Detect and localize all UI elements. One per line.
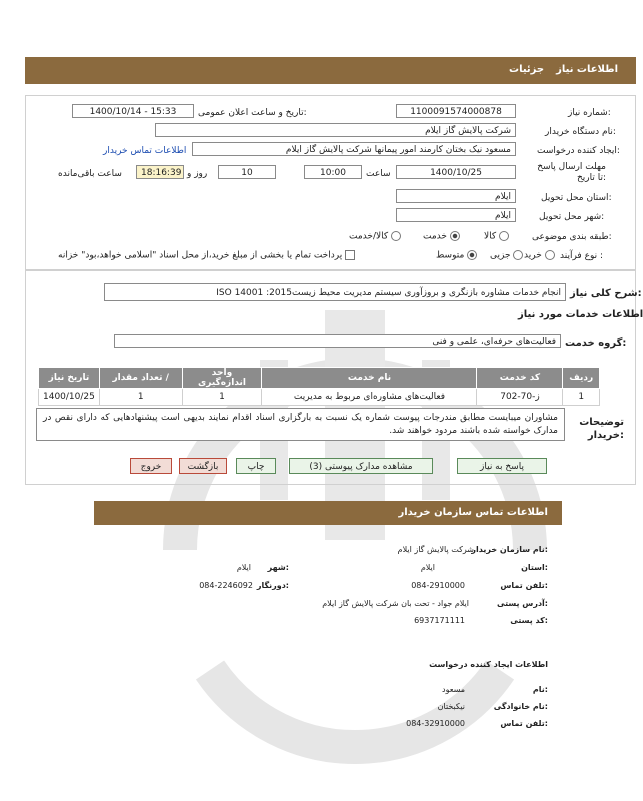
cell-row: 1 [563,389,600,406]
process-radio-medium[interactable] [467,250,477,260]
contact-address-label: آدرس پستی: [497,599,548,608]
process-label: نوع فرآیند : [560,251,604,261]
process-radio-minor[interactable] [513,250,523,260]
contact-phone-value: 084-2910000 [411,581,465,590]
province-label: استان محل تحویل: [541,193,612,203]
contact-city-label: شهر: [267,563,289,572]
creator-family-label: نام خانوادگی: [493,702,548,711]
category-radio-goods[interactable] [499,231,509,241]
creator-name-value: مسعود [442,685,465,694]
buyer-field[interactable]: شرکت پالایش گاز ایلام [155,123,516,137]
need-number-label: شماره نیاز: [568,108,611,118]
time-label: ساعت [366,169,391,179]
process-opt1-label: خرید [524,250,542,261]
creator-phone-label: تلفن تماس: [500,719,548,728]
buyer-contact-link[interactable]: اطلاعات تماس خریدار [103,146,187,156]
contact-org-label: نام سازمان خریدار: [471,545,548,554]
creator-label: ایجاد کننده درخواست: [537,146,620,156]
day-count-field[interactable]: 10 [218,165,276,179]
day-label: روز و [187,169,208,179]
creator-family-value: نیکبختان [437,702,465,711]
process-radio-buy[interactable] [545,250,555,260]
process-opt3 [436,250,477,261]
summary-field[interactable]: انجام خدمات مشاوره بازنگری و بروزآوری سیستم مدیریت محیط زیست2015: 14001 ISO [104,283,566,301]
payment-checkbox[interactable] [345,250,355,260]
creator-section-title: اطلاعات ایجاد کننده درخواست [429,660,548,669]
cell-name: فعالیت‌های مشاوره‌ای مربوط به مدیریت [262,389,477,406]
announce-field[interactable]: 1400/10/14 - 15:33 [72,104,194,118]
col-code: کد خدمت [477,368,563,389]
contact-org-value: شرکت پالایش گاز ایلام [397,545,474,554]
category-label: طبقه بندی موضوعی: [532,232,612,242]
announce-label: تاریخ و ساعت اعلان عمومی: [198,108,307,118]
col-unit: واحد اندازه‌گیری [182,368,262,389]
buyer-notes-field[interactable]: مشاوران میبایست مطابق مندرجات پیوست شماره یک نسبت به بارگزاری اسناد اقدام نمایند بدیهی است پیشنهادهایی که دارای نقص در مدارک خواسته شده باشند مردود خواهند شد. [36,408,565,441]
table-row[interactable] [39,389,600,406]
reply-button[interactable]: پاسخ به نیاز [457,458,547,474]
category-opt2-label: خدمت [423,231,447,242]
remaining-label: ساعت باقی‌مانده [58,169,122,179]
buyer-label: نام دستگاه خریدار: [545,127,616,137]
cell-date: 1400/10/25 [39,389,100,406]
service-group-field[interactable]: فعالیت‌های حرفه‌ای، علمی و فنی [114,334,561,348]
city-label: شهر محل تحویل: [539,212,605,222]
cell-qty: 1 [99,389,182,406]
contact-postal-value: 6937171111 [414,616,465,625]
category-opt2 [423,231,460,242]
process-opt3-label: متوسط [436,250,465,261]
process-opt2 [490,250,523,261]
contact-province-label: استان: [521,563,548,572]
col-name: نام خدمت [262,368,477,389]
cell-unit: 1 [182,389,262,406]
process-opt2-label: جزیی [490,250,511,261]
category-opt3-label: کالا/خدمت [349,231,389,242]
contact-city-value: ایلام [236,563,251,572]
category-radio-both[interactable] [391,231,401,241]
payment-note: پرداخت تمام یا بخشی از مبلغ خرید،از محل اسناد "اسلامی خواهد،بود" خزانه [58,250,343,261]
contact-address-value: ایلام جواد - تحت بان شرکت پالایش گاز ایلام [322,599,469,608]
deadline-date-field[interactable]: 1400/10/25 [396,165,516,179]
cell-code: ز-70-702 [477,389,563,406]
contact-fax-label: دورنگار: [256,581,289,590]
process-opt1 [524,250,555,261]
exit-button[interactable]: خروج [130,458,172,474]
contact-fax-value: 084-2246092 [199,581,253,590]
contact-province-value: ایلام [420,563,435,572]
contact-title: اطلاعات تماس سازمان خریدار [398,507,548,518]
services-title: اطلاعات خدمات مورد نیاز [518,309,643,320]
attachments-button[interactable]: مشاهده مدارک پیوستی (3) [289,458,433,474]
col-row: ردیف [563,368,600,389]
service-group-label: گروه خدمت: [565,338,627,349]
services-table [38,367,600,406]
category-radio-service[interactable] [450,231,460,241]
contact-postal-label: کد پستی: [510,616,548,625]
buyer-notes-label: توضیحات خریدار: [579,417,624,441]
need-number-field[interactable]: 1100091574000878 [396,104,516,118]
creator-field[interactable]: مسعود نیک بختان کارمند امور پیمانها شرکت پالایش گاز ایلام [192,142,516,156]
city-field[interactable]: ایلام [396,208,516,222]
header-title: جزئیات [509,64,545,75]
contact-header [94,501,562,525]
contact-phone-label: تلفن تماس: [500,581,548,590]
remaining-time-field[interactable]: 18:16:39 [136,165,184,179]
payment-note-row [58,250,355,261]
header-subtitle: اطلاعات نیاز [556,64,618,75]
category-opt3 [349,231,401,242]
creator-name-label: نام: [532,685,548,694]
category-opt1-label: کالا [484,231,497,242]
summary-label: شرح کلی نیاز: [570,288,642,299]
deadline-label: مهلت ارسال پاسخ تا تاریخ: [537,162,606,183]
creator-phone-value: 084-32910000 [406,719,465,728]
col-qty: / تعداد مقدار [99,368,182,389]
print-button[interactable]: چاپ [236,458,276,474]
back-button[interactable]: بازگشت [179,458,227,474]
deadline-time-field[interactable]: 10:00 [304,165,362,179]
category-opt1 [484,231,509,242]
province-field[interactable]: ایلام [396,189,516,203]
page-header [25,57,636,84]
col-date: تاریخ نیاز [39,368,100,389]
